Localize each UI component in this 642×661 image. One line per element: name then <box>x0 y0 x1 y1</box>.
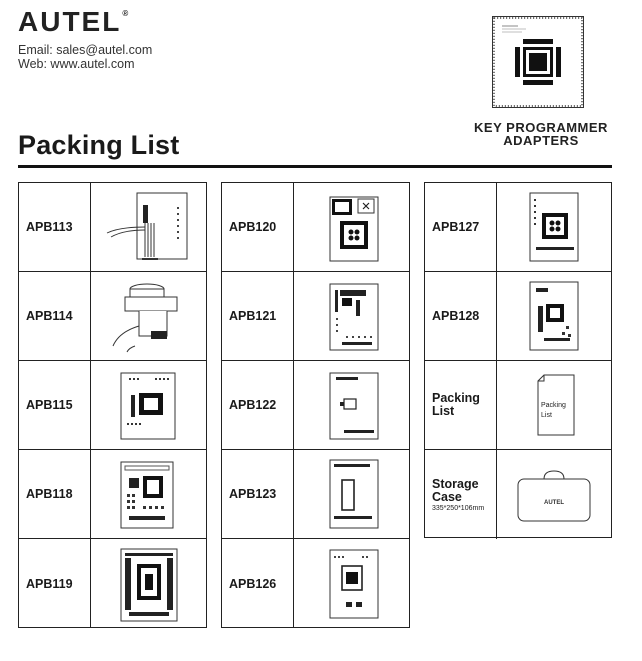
apb123-adapter-icon <box>302 454 402 534</box>
item-label-line2: List <box>432 404 455 418</box>
list-item <box>222 450 409 539</box>
item-label: APB122 <box>222 361 294 449</box>
list-item <box>425 450 611 539</box>
packing-column-3 <box>424 182 612 538</box>
item-label-line1: Storage <box>432 476 479 491</box>
item-label: APB128 <box>425 272 497 360</box>
autel-logo <box>18 6 128 38</box>
list-item <box>19 450 206 539</box>
item-label: APB119 <box>19 539 91 628</box>
hero-title-line1: KEY PROGRAMMER <box>474 120 608 135</box>
contact-web: Web: www.autel.com <box>18 57 135 71</box>
item-label: APB123 <box>222 450 294 538</box>
item-label: APB118 <box>19 450 91 538</box>
list-item <box>19 272 206 361</box>
list-item <box>425 183 611 272</box>
list-item <box>19 539 206 628</box>
list-item <box>425 361 611 450</box>
packing-list-doc-text-1: Packing <box>541 402 566 409</box>
item-label <box>425 450 497 539</box>
list-item <box>222 539 409 628</box>
item-label-line2: Case <box>432 489 462 504</box>
packing-list-icon <box>504 365 604 445</box>
hero-title <box>458 121 624 147</box>
apb126-adapter-icon <box>302 544 402 624</box>
item-label: APB121 <box>222 272 294 360</box>
packing-column-1 <box>18 182 207 628</box>
item-label: APB127 <box>425 183 497 271</box>
packing-column-2 <box>221 182 410 628</box>
contact-email: Email: sales@autel.com <box>18 43 153 57</box>
apb122-adapter-icon <box>302 365 402 445</box>
list-item <box>222 361 409 450</box>
case-dimensions: 335*250*106mm <box>432 504 485 512</box>
list-item <box>19 183 206 272</box>
item-label: APB120 <box>222 183 294 271</box>
item-label: APB114 <box>19 272 91 360</box>
apb120-adapter-icon <box>302 187 402 267</box>
contact-info <box>18 43 152 71</box>
apb128-adapter-icon <box>504 276 604 356</box>
list-item <box>222 183 409 272</box>
list-item <box>19 361 206 450</box>
packing-list-doc-text-2: List <box>541 412 552 419</box>
item-label <box>425 361 497 449</box>
item-label: APB113 <box>19 183 91 271</box>
storage-case-brand-text: AUTEL <box>544 499 564 506</box>
apb118-adapter-icon <box>99 454 199 534</box>
item-label: APB126 <box>222 539 294 628</box>
apb127-adapter-icon <box>504 187 604 267</box>
item-label-line1: Packing <box>432 391 480 405</box>
storage-case-icon <box>504 455 604 535</box>
apb115-adapter-icon <box>99 365 199 445</box>
registered-mark: ® <box>122 9 129 18</box>
adapter-board-icon <box>492 16 584 108</box>
item-label: APB115 <box>19 361 91 449</box>
hero-title-line2: ADAPTERS <box>503 133 579 148</box>
apb119-adapter-icon <box>99 544 199 624</box>
list-item <box>425 272 611 361</box>
apb121-adapter-icon <box>302 276 402 356</box>
apb114-adapter-icon <box>99 276 199 356</box>
logo-text: AUTEL <box>18 6 122 37</box>
title-rule <box>18 165 612 168</box>
list-item <box>222 272 409 361</box>
page-title: Packing List <box>18 130 180 160</box>
apb113-adapter-icon <box>99 187 199 267</box>
